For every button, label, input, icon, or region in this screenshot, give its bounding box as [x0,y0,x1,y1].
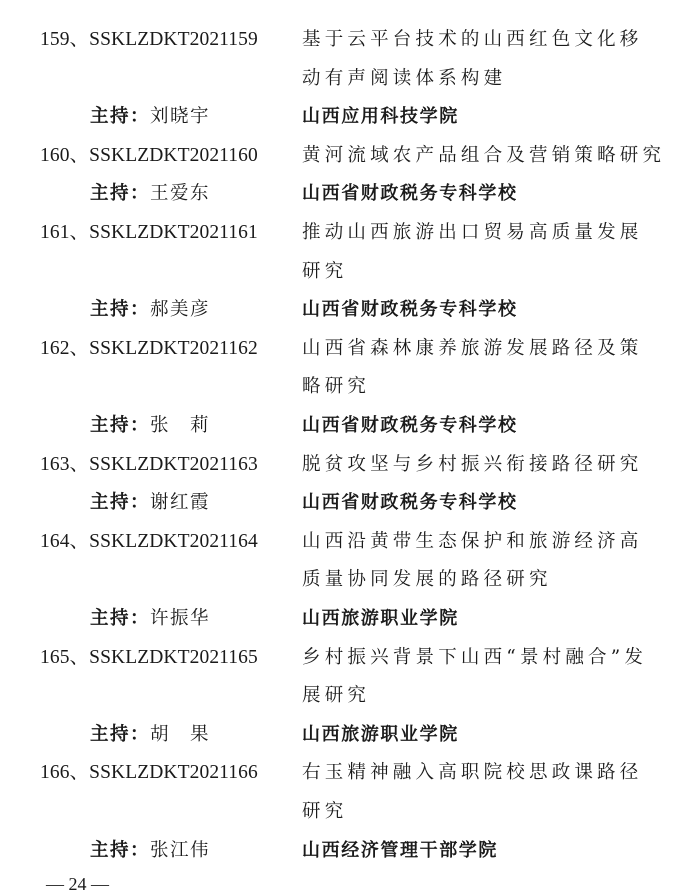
project-code: 161、SSKLZDKT2021161 [40,222,258,243]
host-label: 主持： [90,299,151,321]
project-title-line: 研究 [302,260,348,282]
project-title-line: 展研究 [302,685,371,707]
project-title-line: 质量协同发展的路径研究 [302,569,552,591]
project-host [90,491,210,515]
project-code: 165、SSKLZDKT2021165 [40,646,258,668]
project-code: 159、SSKLZDKT2021159 [40,29,258,50]
project-host [90,182,210,206]
host-name: 胡 果 [150,723,211,745]
host-institution: 山西省财政税务专科学校 [302,183,518,205]
host-institution: 山西旅游职业学院 [302,608,459,629]
page-number: — 24 — [46,874,109,894]
project-host [90,839,210,863]
host-name: 张江伟 [150,839,211,861]
host-label: 主持： [90,183,151,205]
project-host [90,414,210,438]
project-host [90,607,210,631]
project-code: 162、SSKLZDKT2021162 [40,337,258,359]
project-title-line: 乡村振兴背景下山西“景村融合”发 [302,646,648,668]
project-title-line: 动有声阅读体系构建 [302,67,507,89]
host-name: 刘晓宇 [150,106,211,128]
host-name: 谢红霞 [150,492,211,514]
host-name: 许振华 [150,608,211,629]
host-institution: 山西省财政税务专科学校 [302,415,518,436]
host-label: 主持： [90,415,151,436]
host-name: 张 莉 [150,415,211,436]
project-title-line: 山西沿黄带生态保护和旅游经济高 [302,530,643,552]
host-institution: 山西省财政税务专科学校 [302,492,518,514]
project-host [90,105,210,129]
host-name: 王爱东 [150,183,211,205]
host-institution: 山西应用科技学院 [302,106,459,128]
host-label: 主持： [90,608,151,629]
project-host [90,298,210,322]
host-institution: 山西旅游职业学院 [302,723,459,745]
project-title-line: 山西省森林康养旅游发展路径及策 [302,337,643,359]
project-code: 160、SSKLZDKT2021160 [40,144,258,166]
project-title-line: 基于云平台技术的山西红色文化移 [302,29,643,50]
project-host [90,723,210,747]
project-code: 163、SSKLZDKT2021163 [40,453,258,475]
project-code: 164、SSKLZDKT2021164 [40,530,258,552]
project-title-line: 研究 [302,801,348,822]
project-title-line: 黄河流域农产品组合及营销策略研究 [302,144,666,166]
project-title-line: 右玉精神融入高职院校思政课路径 [302,762,643,784]
host-institution: 山西省财政税务专科学校 [302,299,518,321]
host-label: 主持： [90,492,151,514]
project-title-line: 推动山西旅游出口贸易高质量发展 [302,222,643,243]
host-name: 郝美彦 [150,299,211,321]
host-label: 主持： [90,839,151,861]
project-code: 166、SSKLZDKT2021166 [40,762,258,784]
project-title-line: 略研究 [302,376,371,398]
host-label: 主持： [90,723,151,745]
host-label: 主持： [90,106,151,128]
project-title-line: 脱贫攻坚与乡村振兴衔接路径研究 [302,453,643,475]
host-institution: 山西经济管理干部学院 [302,839,498,861]
